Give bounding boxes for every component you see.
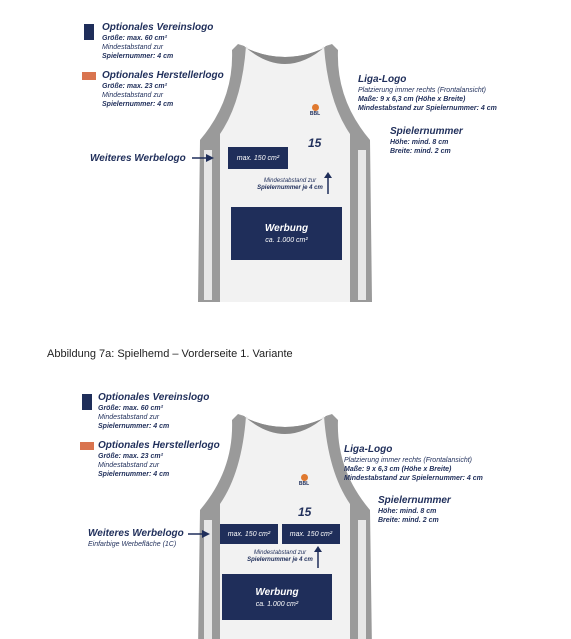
- jersey-number-2: 15: [298, 505, 312, 519]
- figure-caption: Abbildung 7a: Spielhemd – Vorderseite 1. Variante: [47, 348, 293, 360]
- werbelogo-box-label: max. 150 cm²: [289, 530, 333, 538]
- vereinslogo-text-2: Optionales Vereinslogo Größe: max. 60 cm² Mindestabstand zur Spielernummer: 4 cm: [98, 392, 210, 430]
- arrow-up-icon: [314, 546, 322, 568]
- liga-logo-text-1: Liga-Logo Platzierung immer rechts (Frontalansicht) Maße: 9 x 6,3 cm (Höhe x Breite) Mindestabstand zur Spielernummer: 4 cm: [358, 74, 497, 112]
- vereinslogo-text-1: Optionales Vereinslogo Größe: max. 60 cm² Mindestabstand zur Spielernummer: 4 cm: [102, 22, 214, 60]
- jersey-number-1: 15: [308, 136, 322, 150]
- herstellerlogo-swatch: [82, 72, 96, 80]
- arrow-right-icon: [192, 154, 214, 162]
- ball-icon: [301, 474, 308, 481]
- herstellerlogo-text-1: Optionales Herstellerlogo Größe: max. 23 cm² Mindestabstand zur Spielernummer: 4 cm: [102, 70, 224, 108]
- werbelogo-box-2a: [220, 524, 278, 544]
- werbung-box-2: Werbung ca. 1.000 cm²: [222, 574, 332, 620]
- werbung-box-1: Werbung ca. 1.000 cm²: [231, 207, 342, 260]
- liga-logo-text-2: Liga-Logo Platzierung immer rechts (Frontalansicht) Maße: 9 x 6,3 cm (Höhe x Breite) Mindestabstand zur Spielernummer: 4 cm: [344, 444, 483, 482]
- vereinslogo-swatch: [82, 394, 92, 410]
- werbelogo-box-label: max. 150 cm²: [227, 530, 271, 538]
- herstellerlogo-text-2: Optionales Herstellerlogo Größe: max. 23 cm² Mindestabstand zur Spielernummer: 4 cm: [98, 440, 220, 478]
- ball-icon: [312, 104, 319, 111]
- arrow-up-icon: [324, 172, 332, 194]
- werbelogo-box-2b: [282, 524, 340, 544]
- spielernummer-text-1: Spielernummer Höhe: mind. 8 cm Breite: mind. 2 cm: [390, 126, 463, 155]
- werbelogo-text-2: Weiteres Werbelogo Einfarbige Werbefläche (1C): [88, 528, 184, 548]
- vereinslogo-swatch: [84, 24, 94, 40]
- mindestabstand-2: Mindestabstand zur Spielernummer je 4 cm: [247, 550, 313, 563]
- werbelogo-box-1: [228, 147, 288, 169]
- herstellerlogo-swatch: [80, 442, 94, 450]
- werbelogo-box-label: max. 150 cm²: [236, 154, 280, 162]
- liga-logo-2: BBL: [297, 474, 311, 492]
- spielernummer-text-2: Spielernummer Höhe: mind. 8 cm Breite: mind. 2 cm: [378, 495, 451, 524]
- mindestabstand-1: Mindestabstand zur Spielernummer je 4 cm: [257, 178, 323, 191]
- liga-logo-1: BBL: [308, 104, 322, 122]
- arrow-right-icon: [188, 530, 210, 538]
- werbelogo-label-1: Weiteres Werbelogo: [90, 153, 186, 164]
